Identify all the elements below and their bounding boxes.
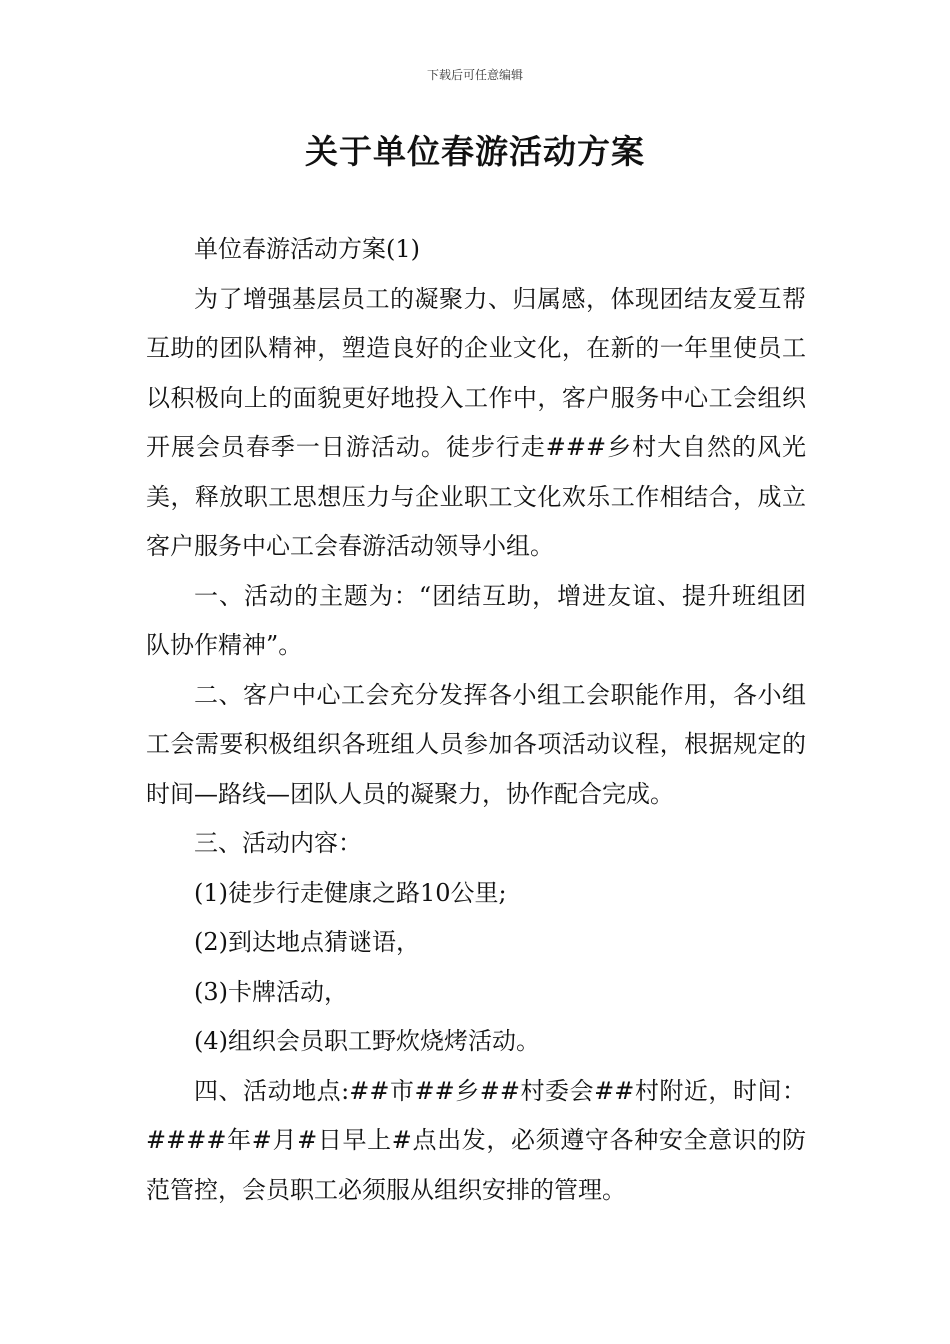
content-item-4: (4)组织会员职工野炊烧烤活动。 <box>194 1027 540 1055</box>
section-heading: 单位春游活动方案(1) <box>194 235 420 263</box>
content-item-1: (1)徒步行走健康之路10公里; <box>194 878 507 907</box>
content-item-3: (3)卡牌活动， <box>194 977 348 1006</box>
theme-paragraph: 一、活动的主题为：“团结互助，增进友谊、提升班组团队协作精神”。 <box>146 581 806 659</box>
content-heading: 三、活动内容： <box>194 829 362 857</box>
location-paragraph: 四、活动地点:##市##乡##村委会##村附近，时间：####年#月#日早上#点出发，必须遵守各种安全意识的防范管控，会员职工必须服从组织安排的管理。 <box>146 1076 806 1204</box>
content-item-2: (2)到达地点猜谜语， <box>194 928 420 956</box>
document-body <box>146 225 806 1215</box>
header-note: 下载后可任意编辑 <box>426 68 523 82</box>
intro-paragraph: 为了增强基层员工的凝聚力、归属感，体现团结友爱互帮互助的团队精神，塑造良好的企业文化，在新的一年里使员工以积极向上的面貌更好地投入工作中，客户服务中心工会组织开展会员春季一日游活动。徒步行走###乡村大自然的风光美，释放职工思想压力与企业职工文化欢乐工作相结合，成立客户服务中心工会春游活动领导小组。 <box>146 284 806 560</box>
organization-paragraph: 二、客户中心工会充分发挥各小组工会职能作用，各小组工会需要积极组织各班组人员参加各项活动议程，根据规定的时间—路线—团队人员的凝聚力，协作配合完成。 <box>146 680 806 808</box>
document-title: 关于单位春游活动方案 <box>305 132 645 171</box>
